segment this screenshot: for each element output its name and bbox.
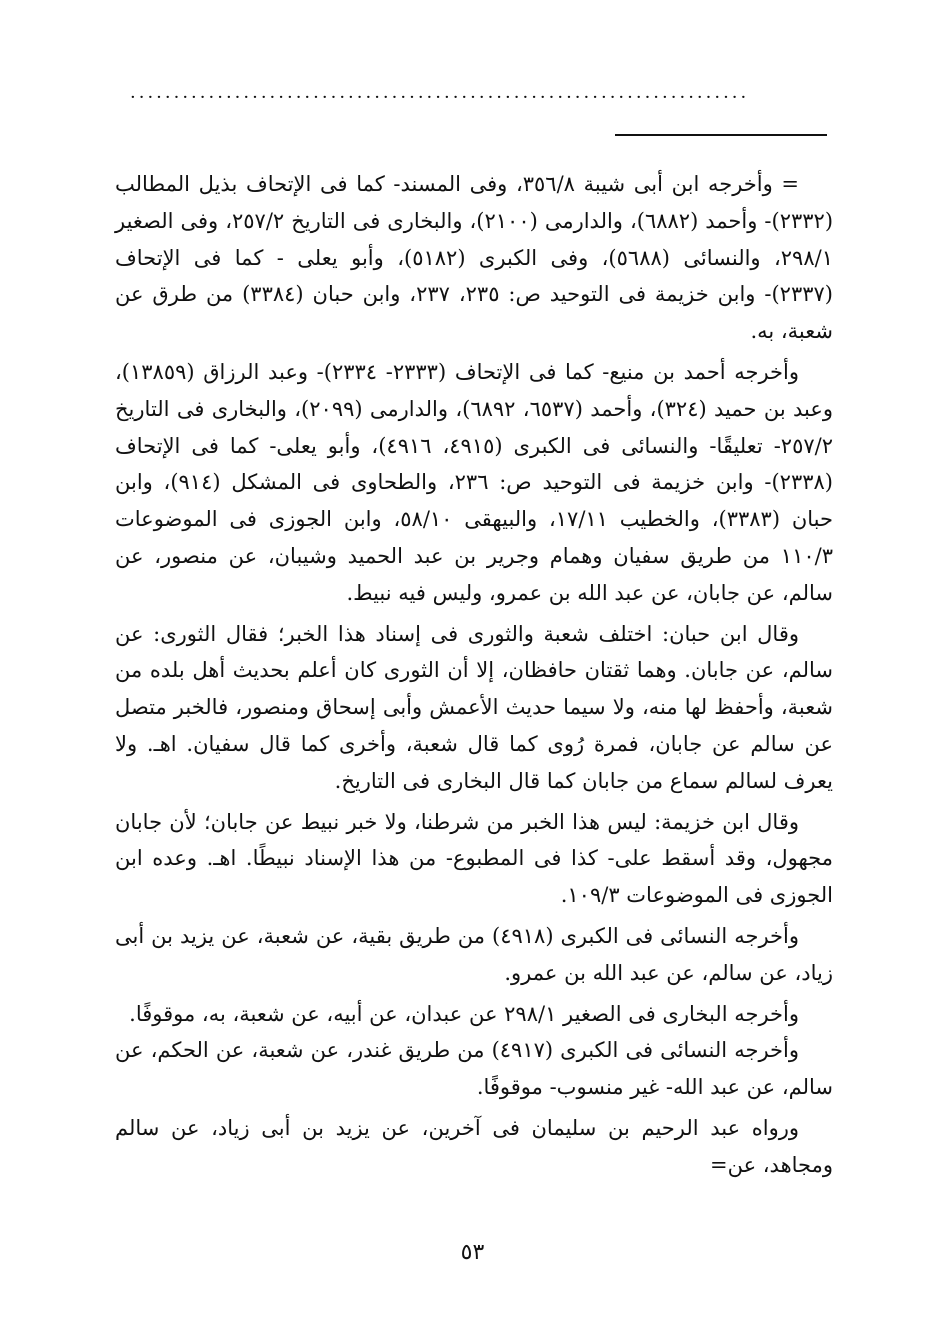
dotted-separator: ······································································· xyxy=(130,88,750,108)
page-number: ٥٣ xyxy=(460,1240,485,1265)
paragraph: ورواه عبد الرحيم بن سليمان فى آخرين، عن يزيد بن أبى زياد، عن سالم ومجاهد، عن= xyxy=(115,1115,833,1177)
paragraph: وأخرجه النسائى فى الكبرى (٤٩١٧) من طريق غندر، عن شعبة، عن الحكم، عن سالم، عن عبد الله- غير منسوب- موقوفًا. xyxy=(115,1038,833,1100)
paragraph: وأخرجه أحمد بن منيع- كما فى الإتحاف (٢٣٣٣- ٢٣٣٤)- وعبد الرزاق (١٣٨٥٩)، وعبد بن حميد (٣٢٤)، وأحمد (٦٥٣٧، ٦٨٩٢)، والدارمى (٢٠٩٩)، والبخارى فى التاريخ ٢/‏٢٥٧- تعليقًا- والنسائى فى الكبرى (٤٩١٥، ٤٩١٦)، وأبو يعلى- كما فى الإتحاف (٢٣٣٨)- وابن خزيمة فى التوحيد ص: ٢٣٦، والطحاوى فى المشكل (٩١٤)، وابن حبان (٣٣٨٣)، والخطيب ١١/‏١٧، والبيهقى ١٠/‏٥٨، وابن الجوزى فى الموضوعات ٣/‏١١٠ من طريق سفيان وهمام وجرير بن عبد الحميد وشيبان، عن منصور، عن سالم، عن جابان، عن عبد الله بن عمرو، وليس فيه نبيط. xyxy=(115,359,834,605)
paragraph: وقال ابن خزيمة: ليس هذا الخبر من شرطنا، ولا خبر نبيط عن جابان؛ لأن جابان مجهول، وقد أسقط على- كذا فى المطبوع- من هذا الإسناد نبيطًا. اهـ. وعده ابن الجوزى فى الموضوعات ٣/‏١٠٩. xyxy=(115,809,833,908)
paragraph: وأخرجه البخارى فى الصغير ١/‏٢٩٨ عن عبدان، عن أبيه، عن شعبة، به، موقوفًا. xyxy=(129,1001,799,1026)
footnote-text xyxy=(115,166,833,1184)
paragraph: وأخرجه النسائى فى الكبرى (٤٩١٨) من طريق بقية، عن شعبة، عن يزيد بن أبى زياد، عن سالم، عن عبد الله بن عمرو. xyxy=(115,923,833,985)
paragraph: وقال ابن حبان: اختلف شعبة والثورى فى إسناد هذا الخبر؛ فقال الثورى: عن سالم، عن جابان. وهما ثقتان حافظان، إلا أن الثورى كان أعلم بحديث أهل بلده من شعبة، وأحفظ لها منه، ولا سيما حديث الأعمش وأبى إسحاق ومنصور، فالخبر متصل عن سالم عن جابان، فمرة رُوى كما قال شعبة، وأخرى كما قال سفيان. اهـ. ولا يعرف لسالم سماع من جابان كما قال البخارى فى التاريخ. xyxy=(115,621,833,793)
footnote-rule xyxy=(615,134,827,136)
paragraph: = وأخرجه ابن أبى شيبة ٨/‏٣٥٦، وفى المسند- كما فى الإتحاف بذيل المطالب (٢٣٣٢)- وأحمد (٦٨٨٢)، والدارمى (٢١٠٠)، والبخارى فى التاريخ ٢/‏٢٥٧، وفى الصغير ١/‏٢٩٨، والنسائى (٥٦٨٨)، وفى الكبرى (٥١٨٢)، وأبو يعلى - كما فى الإتحاف (٢٣٣٧)- وابن خزيمة فى التوحيد ص: ٢٣٥، ٢٣٧، وابن حبان (٣٣٨٤) من طرق عن شعبة، به. xyxy=(115,172,834,344)
